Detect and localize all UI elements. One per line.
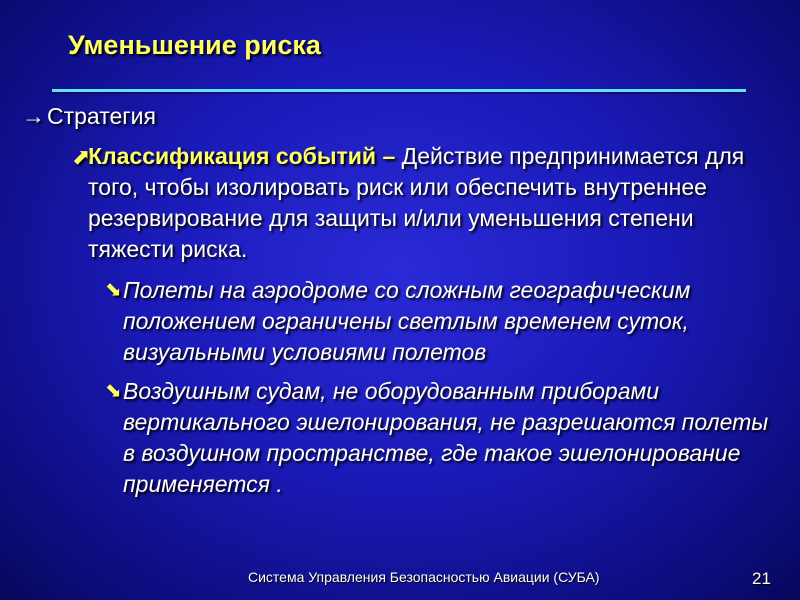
bullet-level1 [22, 101, 156, 132]
up-right-arrow-icon: ⬈ [72, 144, 91, 169]
sub-bullet-text: Полеты на аэродроме со сложным географическим положением ограничены светлым временем суток, визуальными условиями полетов [123, 277, 691, 365]
bullet-level2-text: Действие предпринимается для того, чтобы изолировать риск или обеспечить внутреннее резервирование для защиты и/или уменьшения степени тяжести риска. [88, 143, 745, 262]
right-arrow-icon: → [22, 103, 45, 129]
bullet-level2-body [72, 141, 772, 265]
bullet-level1-label: Стратегия [47, 103, 156, 129]
sub-bullet [105, 275, 785, 368]
bullet-level2 [72, 141, 772, 265]
footer-text: Система Управления Безопасностью Авиации (СУБА) [248, 569, 600, 585]
sub-bullet-text: Воздушным судам, не оборудованным приборами вертикального эшелонирования, не разрешаются полеты в воздушном пространстве, где такое эшелонирование применяется . [123, 378, 769, 497]
sub-bullet [105, 376, 785, 500]
down-right-arrow-icon: ⬊ [105, 380, 122, 402]
page-number: 21 [752, 569, 771, 588]
bullet-level2-lead: Классификация событий – [88, 143, 396, 169]
down-right-arrow-icon: ⬊ [105, 279, 122, 301]
title-underline [52, 89, 746, 92]
slide-title: Уменьшение риска [68, 30, 321, 60]
